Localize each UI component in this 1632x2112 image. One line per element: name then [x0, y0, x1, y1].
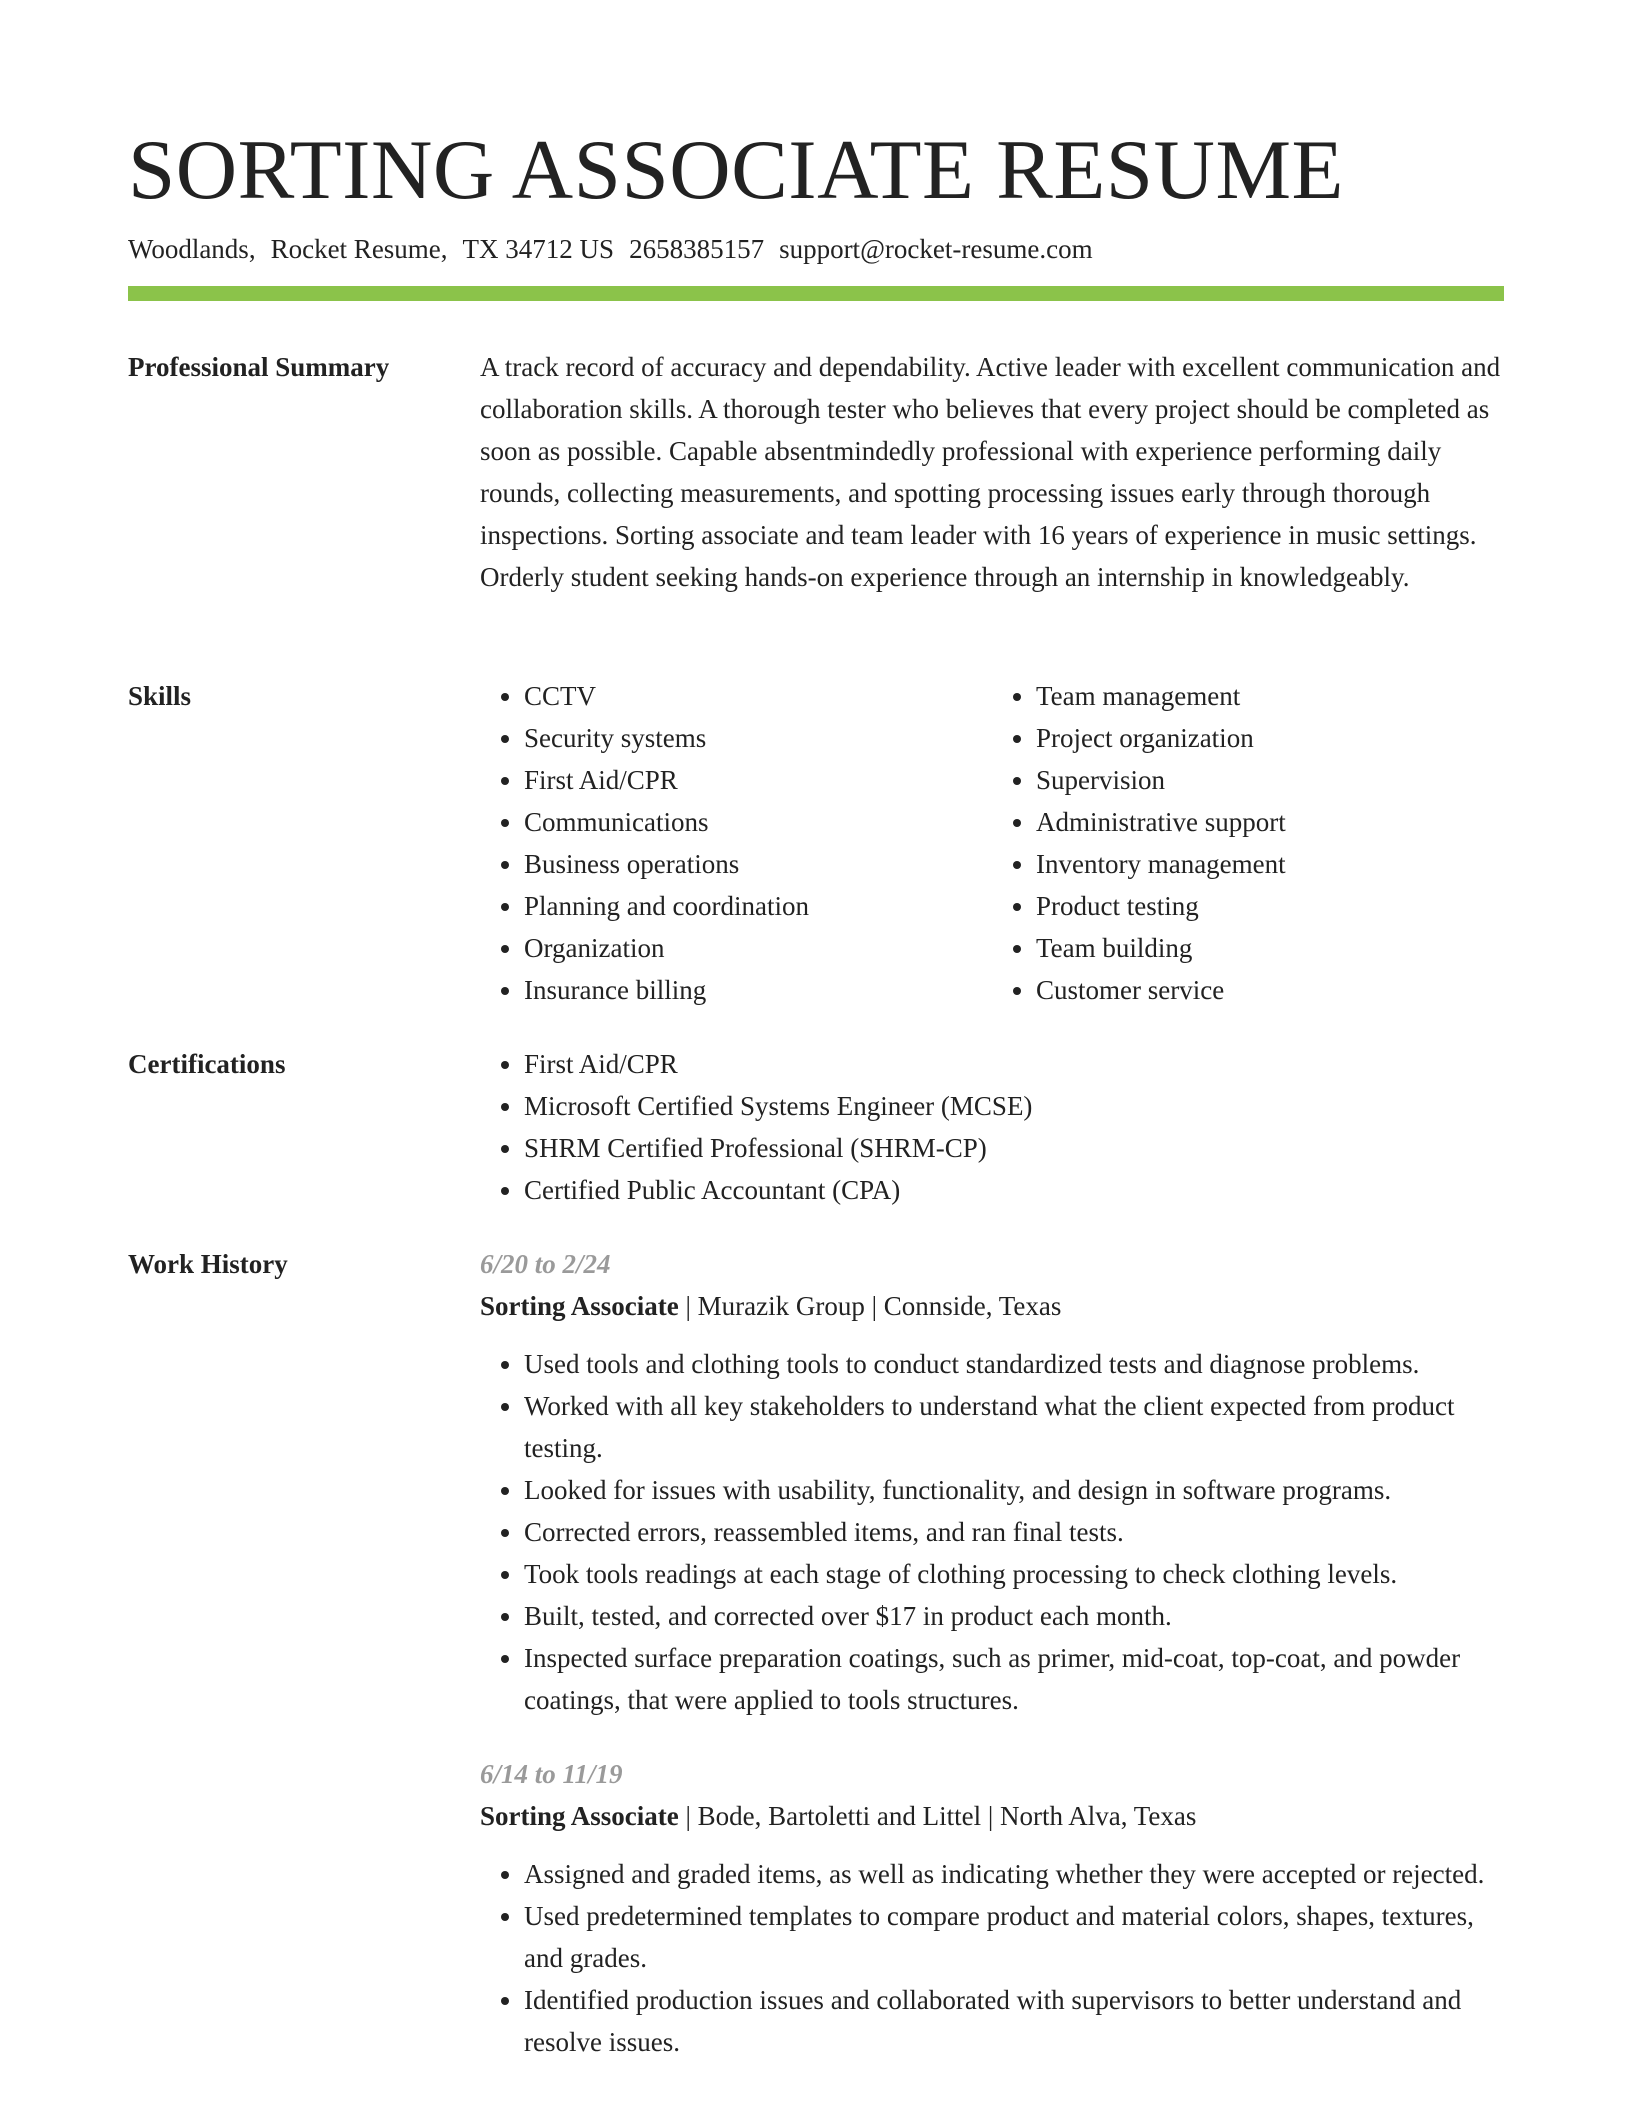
- job-duty-item: • Looked for issues with usability, functionality, and design in software programs.: [524, 1469, 1504, 1511]
- job-entry: [480, 1243, 1504, 1721]
- contact-phone: 2658385157: [629, 234, 765, 264]
- skill-item: • Administrative support: [1036, 801, 1504, 843]
- job-heading: [480, 1285, 1504, 1327]
- skill-item: • Insurance billing: [524, 969, 992, 1011]
- job-employer-location: | Murazik Group | Connside, Texas: [678, 1291, 1062, 1321]
- skills-list-right: [992, 675, 1504, 1011]
- skills-columns: [480, 675, 1504, 1011]
- skill-item: • Business operations: [524, 843, 992, 885]
- job-duty-item: • Took tools readings at each stage of clothing processing to check clothing levels.: [524, 1553, 1504, 1595]
- work-history-label: Work History: [128, 1249, 288, 1279]
- job-duties-list: [480, 1853, 1504, 2063]
- certification-item: • SHRM Certified Professional (SHRM-CP): [524, 1127, 1504, 1169]
- contact-state-zip: TX 34712 US: [462, 234, 615, 264]
- job-duty-item: • Inspected surface preparation coatings, such as primer, mid-coat, top-coat, and powder coatings, that were applied to tools structures.: [524, 1637, 1504, 1721]
- header-accent-bar: [128, 286, 1504, 301]
- job-duty-item: • Used predetermined templates to compare product and material colors, shapes, textures, and grades.: [524, 1895, 1504, 1979]
- job-title: Sorting Associate: [480, 1801, 679, 1831]
- work-history-body: [480, 1243, 1504, 2063]
- contact-email: support@rocket-resume.com: [779, 234, 1093, 264]
- job-duty-item: • Worked with all key stakeholders to understand what the client expected from product testing.: [524, 1385, 1504, 1469]
- skill-item: • Inventory management: [1036, 843, 1504, 885]
- job-duty-item: • Assigned and graded items, as well as indicating whether they were accepted or rejected.: [524, 1853, 1504, 1895]
- resume-title: SORTING ASSOCIATE RESUME: [128, 123, 1344, 217]
- skills-list-left: [480, 675, 992, 1011]
- skills-body: [480, 675, 1504, 1011]
- skill-item: • Product testing: [1036, 885, 1504, 927]
- summary-label: Professional Summary: [128, 352, 390, 382]
- job-employer-location: | Bode, Bartoletti and Littel | North Alva, Texas: [678, 1801, 1197, 1831]
- certification-item: • Microsoft Certified Systems Engineer (MCSE): [524, 1085, 1504, 1127]
- skill-item: • Planning and coordination: [524, 885, 992, 927]
- summary-body: [480, 346, 1504, 598]
- job-duty-item: • Built, tested, and corrected over $17 in product each month.: [524, 1595, 1504, 1637]
- contact-city: Woodlands,: [128, 234, 256, 264]
- job-dates: 6/14 to 11/19: [480, 1759, 623, 1789]
- skill-item: • First Aid/CPR: [524, 759, 992, 801]
- skill-item: • Project organization: [1036, 717, 1504, 759]
- certifications-label: Certifications: [128, 1049, 286, 1079]
- skill-item: • Security systems: [524, 717, 992, 759]
- skill-item: • Customer service: [1036, 969, 1504, 1011]
- contact-street: Rocket Resume,: [270, 234, 448, 264]
- skill-item: • CCTV: [524, 675, 992, 717]
- certification-item: • Certified Public Accountant (CPA): [524, 1169, 1504, 1211]
- skill-item: • Team building: [1036, 927, 1504, 969]
- certifications-list: [480, 1043, 1504, 1211]
- certification-item: • First Aid/CPR: [524, 1043, 1504, 1085]
- job-dates: 6/20 to 2/24: [480, 1249, 611, 1279]
- skill-item: • Communications: [524, 801, 992, 843]
- job-heading: [480, 1795, 1504, 1837]
- job-duty-item: • Identified production issues and collaborated with supervisors to better understand and resolve issues.: [524, 1979, 1504, 2063]
- summary-text: A track record of accuracy and dependability. Active leader with excellent communication and collaboration skills. A thorough tester who believes that every project should be completed as soon as possible. Capable absentmindedly professional with experience performing daily rounds, collecting measurements, and spotting processing issues early through thorough inspections. Sorting associate and team leader with 16 years of experience in music settings. Orderly student seeking hands-on experience through an internship in knowledgeably.: [480, 352, 1501, 592]
- skill-item: • Team management: [1036, 675, 1504, 717]
- job-entry: [480, 1753, 1504, 2063]
- skills-label: Skills: [128, 681, 192, 711]
- job-duty-item: • Used tools and clothing tools to conduct standardized tests and diagnose problems.: [524, 1343, 1504, 1385]
- contact-line: [128, 231, 1093, 267]
- skill-item: • Organization: [524, 927, 992, 969]
- certifications-body: [480, 1043, 1504, 1211]
- skill-item: • Supervision: [1036, 759, 1504, 801]
- job-duty-item: • Corrected errors, reassembled items, and ran final tests.: [524, 1511, 1504, 1553]
- job-title: Sorting Associate: [480, 1291, 679, 1321]
- job-duties-list: [480, 1343, 1504, 1721]
